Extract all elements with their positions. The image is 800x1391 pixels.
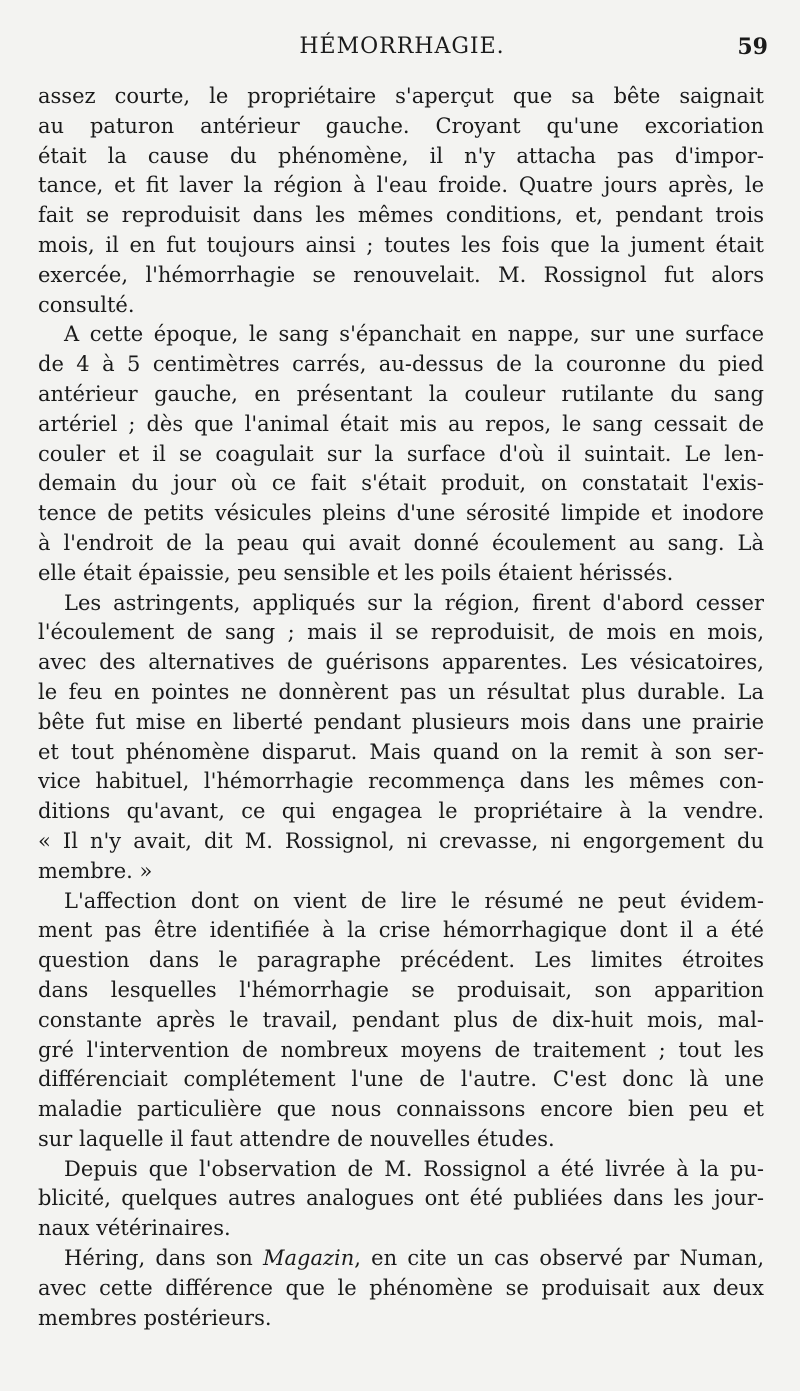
- text-line: membres postérieurs.: [38, 1305, 272, 1330]
- text-line: blicité, quelques autres analogues ont été publiées dans les jour-: [38, 1186, 764, 1211]
- text-line: elle était épaissie, peu sensible et les poils étaient hérissés.: [38, 560, 674, 585]
- text-line: était la cause du phénomène, il n'y attacha pas d'impor-: [38, 143, 764, 168]
- text-line: tance, et fit laver la région à l'eau froide. Quatre jours après, le: [38, 173, 764, 198]
- text-line: sur laquelle il faut attendre de nouvelles études.: [38, 1126, 555, 1151]
- text-line: au paturon antérieur gauche. Croyant qu'une excoriation: [38, 113, 764, 138]
- text-line: ment pas être identifiée à la crise hémorrhagique dont il a été: [38, 918, 764, 943]
- text-line: l'écoulement de sang ; mais il se reproduisit, de mois en mois,: [38, 620, 764, 645]
- text-line: Depuis que l'observation de M. Rossignol a été livrée à la pu-: [64, 1156, 764, 1181]
- text-line: assez courte, le propriétaire s'aperçut que sa bête saignait: [38, 84, 764, 108]
- text-line: [38, 1244, 764, 1274]
- text-line: avec cette différence que le phénomène se produisait aux deux: [38, 1275, 764, 1300]
- text-line: exercée, l'hémorrhagie se renouvelait. M. Rossignol fut alors: [38, 262, 764, 287]
- text-line: antérieur gauche, en présentant la couleur rutilante du sang: [38, 381, 764, 406]
- text-line: tence de petits vésicules pleins d'une sérosité limpide et inodore: [38, 501, 764, 526]
- text-line: mois, il en fut toujours ainsi ; toutes les fois que la jument était: [38, 232, 764, 257]
- running-head: HÉMORRHAGIE.: [299, 34, 505, 59]
- text-line: le feu en pointes ne donnèrent pas un résultat plus durable. La: [38, 679, 764, 704]
- text-line: question dans le paragraphe précédent. Les limites étroites: [38, 948, 764, 973]
- text-line: bête fut mise en liberté pendant plusieurs mois dans une prairie: [38, 709, 764, 734]
- text-line: consulté.: [38, 292, 135, 317]
- text-segment: , en cite un cas observé par Numan,: [354, 1246, 764, 1271]
- text-line: et tout phénomène disparut. Mais quand on la remit à son ser-: [38, 739, 764, 764]
- text-line: gré l'intervention de nombreux moyens de traitement ; tout les: [38, 1037, 764, 1062]
- text-line: artériel ; dès que l'animal était mis au repos, le sang cessait de: [38, 411, 764, 436]
- text-line: demain du jour où ce fait s'était produit, on constatait l'exis-: [38, 471, 764, 496]
- text-line: naux vétérinaires.: [38, 1216, 231, 1241]
- text-line: « Il n'y avait, dit M. Rossignol, ni crevasse, ni engorgement du: [38, 828, 764, 853]
- text-line: A cette époque, le sang s'épanchait en nappe, sur une surface: [64, 322, 764, 347]
- text-line: différenciait complétement l'une de l'autre. C'est donc là une: [38, 1067, 764, 1092]
- page-header: [36, 28, 768, 68]
- italic-title: Magazin: [262, 1246, 355, 1271]
- text-line: vice habituel, l'hémorrhagie recommença dans les mêmes con-: [38, 769, 764, 794]
- page-number: 59: [737, 34, 768, 60]
- text-segment: Héring, dans son: [64, 1246, 263, 1271]
- body-text: [38, 82, 764, 1333]
- text-line: L'affection dont on vient de lire le résumé ne peut évidem-: [64, 888, 764, 913]
- text-line: ditions qu'avant, ce qui engagea le propriétaire à la vendre.: [38, 799, 764, 824]
- text-line: Les astringents, appliqués sur la région, firent d'abord cesser: [64, 590, 764, 615]
- text-line: de 4 à 5 centimètres carrés, au-dessus de la couronne du pied: [38, 352, 764, 377]
- text-line: couler et il se coagulait sur la surface d'où il suintait. Le len-: [38, 441, 764, 466]
- text-line: à l'endroit de la peau qui avait donné écoulement au sang. Là: [38, 530, 764, 555]
- text-line: dans lesquelles l'hémorrhagie se produisait, son apparition: [38, 977, 764, 1002]
- text-line: membre. »: [38, 858, 153, 883]
- text-line: avec des alternatives de guérisons apparentes. Les vésicatoires,: [38, 650, 764, 675]
- text-line: maladie particulière que nous connaissons encore bien peu et: [38, 1097, 764, 1122]
- text-line: constante après le travail, pendant plus de dix-huit mois, mal-: [38, 1007, 764, 1032]
- text-line: fait se reproduisit dans les mêmes conditions, et, pendant trois: [38, 203, 764, 228]
